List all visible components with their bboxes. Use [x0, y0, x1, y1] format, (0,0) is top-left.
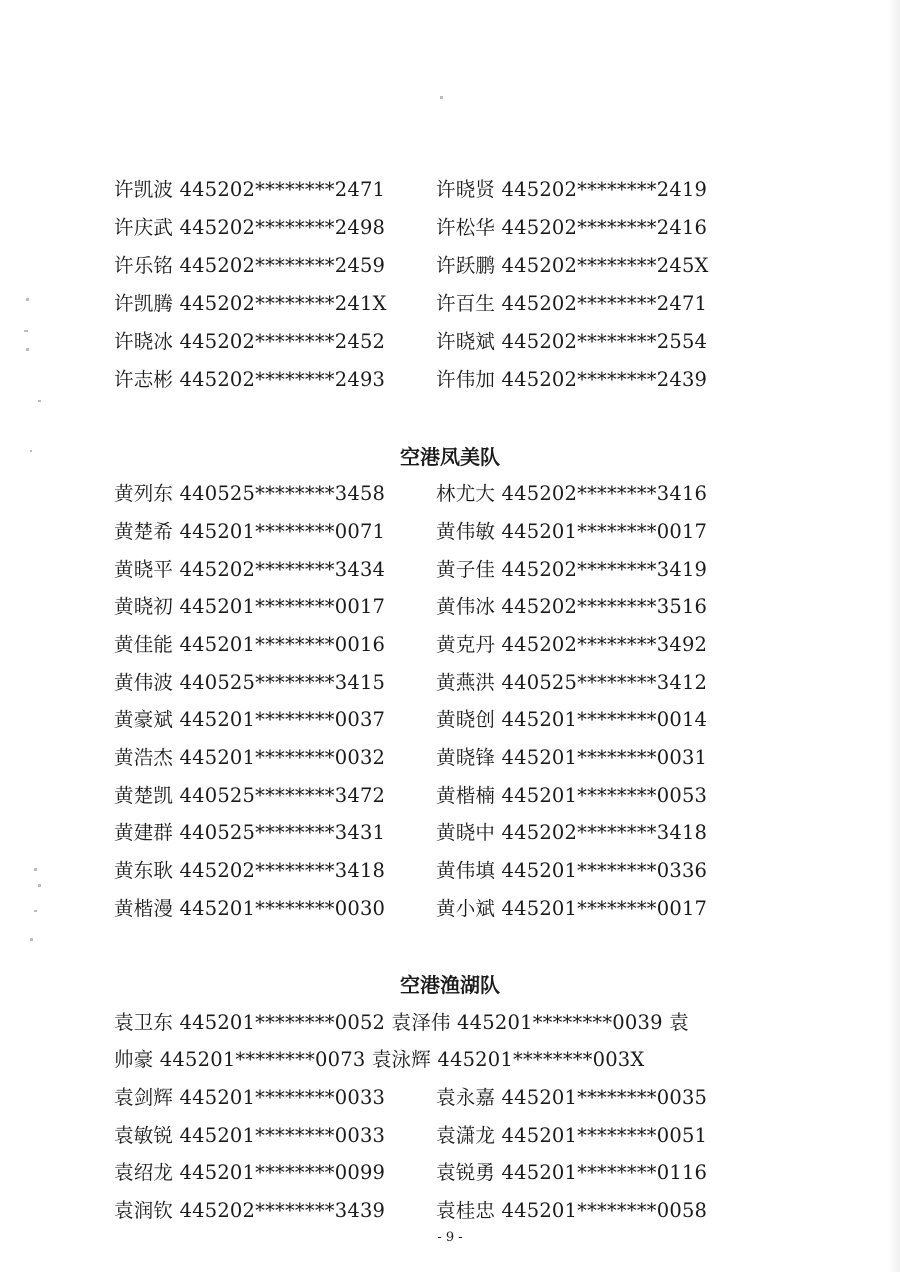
list-item: 黄楚希 445201********0071: [114, 520, 386, 543]
list-item: 黄伟填 445201********0336: [436, 859, 708, 882]
list-item: 许庆武 445202********2498: [114, 216, 386, 239]
list-item: 黄豪斌 445201********0037: [114, 708, 386, 731]
list-item: 许跃鹏 445202********245X: [436, 254, 709, 277]
list-item: 黄浩杰 445201********0032: [114, 746, 386, 769]
list-item: 许凯波 445202********2471: [114, 178, 386, 201]
list-item: 黄小斌 445201********0017: [436, 897, 708, 920]
list-item: 袁桂忠 445201********0058: [436, 1199, 708, 1222]
list-item: 黄克丹 445202********3492: [436, 633, 708, 656]
list-item: 许百生 445202********2471: [436, 292, 708, 315]
list-item: 袁敏锐 445201********0033: [114, 1124, 386, 1147]
list-item-wrapped: 帅豪 445201********0073 袁泳辉 445201********003X: [114, 1048, 645, 1071]
list-item: 许伟加 445202********2439: [436, 368, 708, 391]
list-item: 黄楚凯 440525********3472: [114, 784, 386, 807]
list-item: 许晓斌 445202********2554: [436, 330, 708, 353]
list-item: 黄楷楠 445201********0053: [436, 784, 708, 807]
list-item: 袁永嘉 445201********0035: [436, 1086, 708, 1109]
list-item: 黄楷漫 445201********0030: [114, 897, 386, 920]
list-item: 黄晓平 445202********3434: [114, 558, 386, 581]
list-item: 袁潇龙 445201********0051: [436, 1124, 708, 1147]
list-item: 许晓冰 445202********2452: [114, 330, 386, 353]
list-item: 黄燕洪 440525********3412: [436, 671, 708, 694]
list-item: 袁润钦 445202********3439: [114, 1199, 386, 1222]
list-item: 黄东耿 445202********3418: [114, 859, 386, 882]
list-item: 黄伟敏 445201********0017: [436, 520, 708, 543]
list-item: 许凯腾 445202********241X: [114, 292, 387, 315]
list-item: 许志彬 445202********2493: [114, 368, 386, 391]
list-item: 黄列东 440525********3458: [114, 482, 386, 505]
section-heading-fengmei: 空港凤美队: [400, 445, 500, 469]
page-number: - 9 -: [437, 1230, 463, 1245]
scan-edge-shadow: [888, 0, 900, 1272]
list-item: 许乐铭 445202********2459: [114, 254, 386, 277]
list-item: 黄晓创 445201********0014: [436, 708, 708, 731]
list-item: 黄建群 440525********3431: [114, 821, 386, 844]
list-item: 许松华 445202********2416: [436, 216, 708, 239]
list-item: 袁绍龙 445201********0099: [114, 1161, 386, 1184]
list-item: 黄佳能 445201********0016: [114, 633, 386, 656]
list-item: 林尤大 445202********3416: [436, 482, 708, 505]
section-heading-yuhu: 空港渔湖队: [400, 973, 500, 997]
list-item: 袁锐勇 445201********0116: [436, 1161, 708, 1184]
list-item: 黄晓锋 445201********0031: [436, 746, 708, 769]
list-item: 黄伟波 440525********3415: [114, 671, 386, 694]
list-item-wrapped: 袁卫东 445201********0052 袁泽伟 445201********0039 袁: [114, 1011, 689, 1034]
list-item: 黄子佳 445202********3419: [436, 558, 708, 581]
list-item: 许晓贤 445202********2419: [436, 178, 708, 201]
list-item: 袁剑辉 445201********0033: [114, 1086, 386, 1109]
list-item: 黄伟冰 445202********3516: [436, 595, 708, 618]
list-item: 黄晓中 445202********3418: [436, 821, 708, 844]
list-item: 黄晓初 445201********0017: [114, 595, 386, 618]
